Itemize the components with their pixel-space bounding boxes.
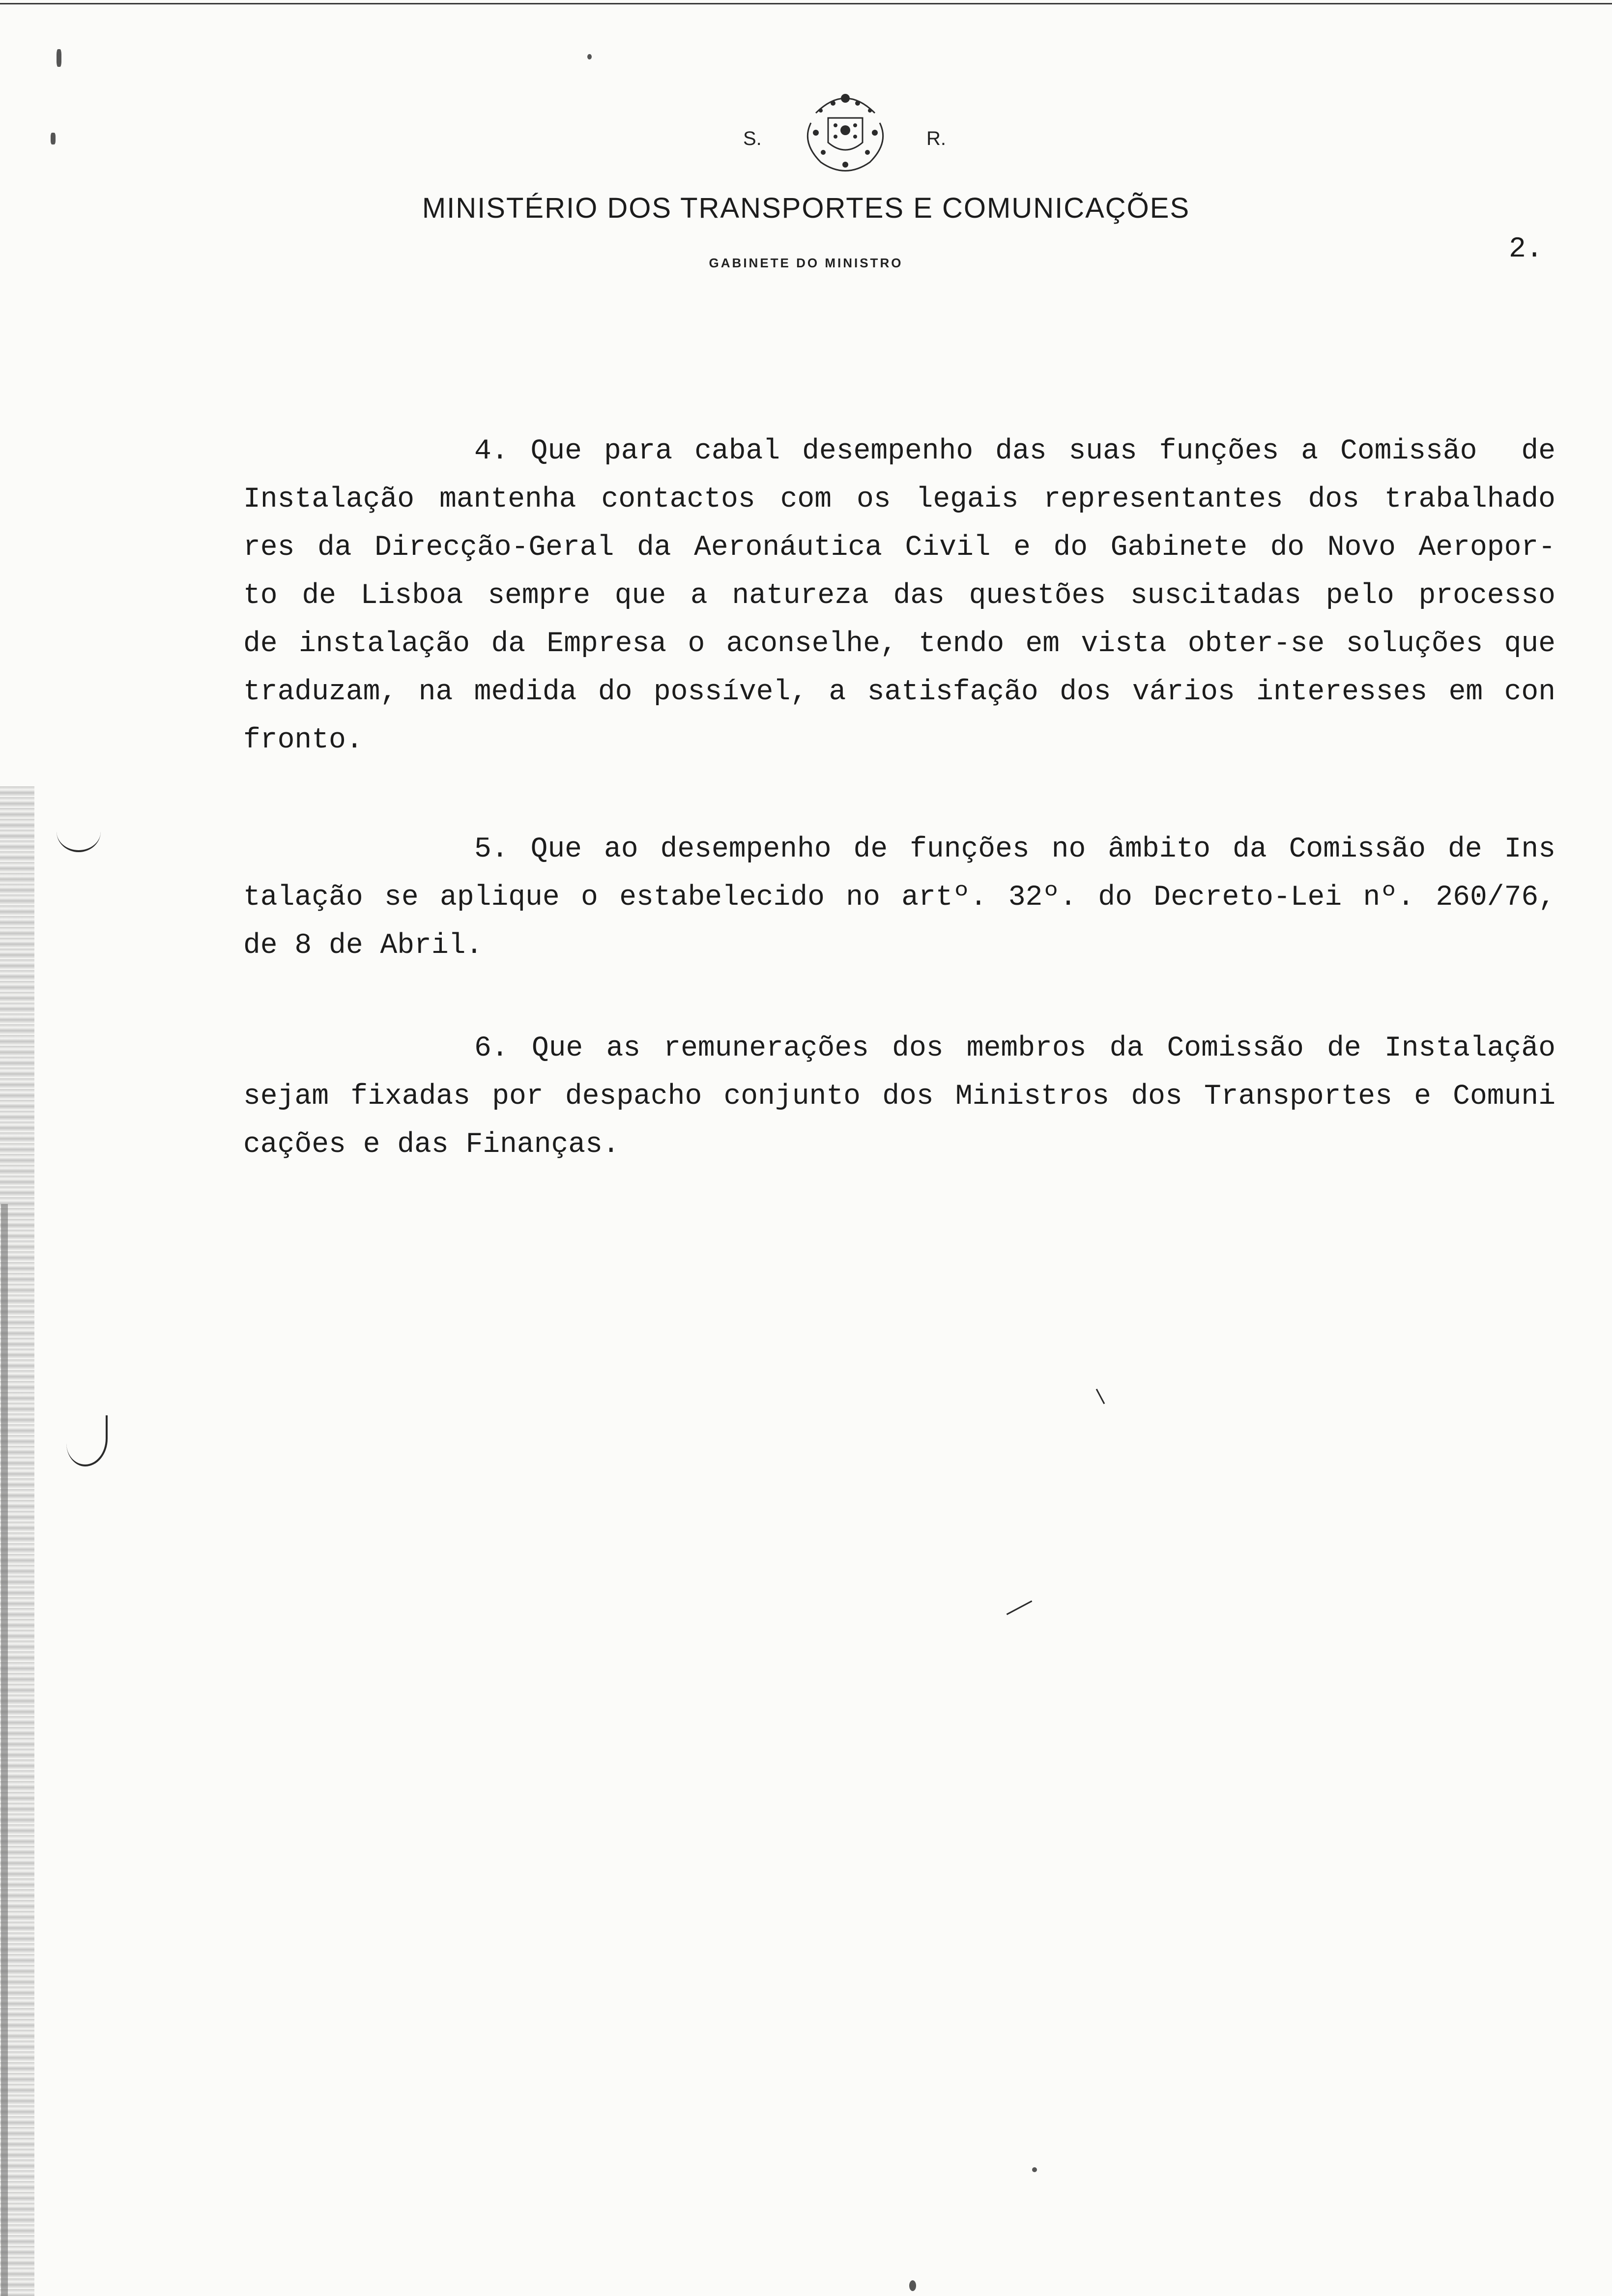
paragraph-4 — [243, 428, 1555, 765]
scan-speck — [1032, 2167, 1037, 2172]
paragraph-line: 5. Que ao desempenho de funções no âmbito da Comissão de Ins — [474, 833, 1555, 865]
seal-left-letter: S. — [743, 128, 762, 149]
paragraph-line: res da Direcção-Geral da Aeronáutica Civil e do Gabinete do Novo Aeropor- — [243, 532, 1555, 564]
paragraph-line: de instalação da Empresa o aconselhe, tendo em vista obter-se soluções que — [243, 628, 1555, 660]
page-number: 2. — [1509, 233, 1543, 265]
scan-left-edge-line — [1, 1204, 8, 2296]
paragraph-line: Instalação mantenha contactos com os legais representantes dos trabalhado — [243, 484, 1555, 516]
ministry-title: MINISTÉRIO DOS TRANSPORTES E COMUNICAÇÕES — [422, 192, 1190, 224]
paragraph-line: talação se aplique o estabelecido no artº. 32º. do Decreto-Lei nº. 260/76, — [243, 882, 1555, 914]
scan-speck — [909, 2280, 916, 2291]
scan-speck — [57, 49, 61, 67]
paragraph-6 — [243, 1025, 1555, 1169]
scan-stroke — [1007, 1601, 1033, 1615]
coat-of-arms-seal-icon — [786, 84, 904, 177]
scan-speck — [587, 54, 592, 59]
seal-right-letter: R. — [926, 128, 946, 149]
cabinet-subtitle: GABINETE DO MINISTRO — [709, 256, 903, 270]
paragraph-line: to de Lisboa sempre que a natureza das questões suscitadas pelo processo — [243, 580, 1555, 612]
punch-hole-arc-lower — [66, 1415, 108, 1466]
scan-stroke — [1096, 1389, 1105, 1404]
punch-hole-arc-upper — [57, 811, 101, 852]
paragraph-line: sejam fixadas por despacho conjunto dos Ministros dos Transportes e Comuni — [243, 1081, 1555, 1113]
scan-speck — [51, 133, 56, 144]
paragraph-line: cações e das Finanças. — [243, 1129, 620, 1161]
paragraph-5 — [243, 826, 1555, 970]
top-edge-rule — [0, 3, 1612, 4]
paragraph-line: 6. Que as remunerações dos membros da Comissão de Instalação — [474, 1033, 1555, 1064]
seal-row — [718, 84, 963, 172]
paragraph-line: fronto. — [243, 724, 363, 756]
paragraph-line: 4. Que para cabal desempenho das suas funções a Comissão de — [474, 435, 1555, 467]
paragraph-line: de 8 de Abril. — [243, 930, 483, 962]
paragraph-line: traduzam, na medida do possível, a satisfação dos vários interesses em con — [243, 676, 1555, 708]
